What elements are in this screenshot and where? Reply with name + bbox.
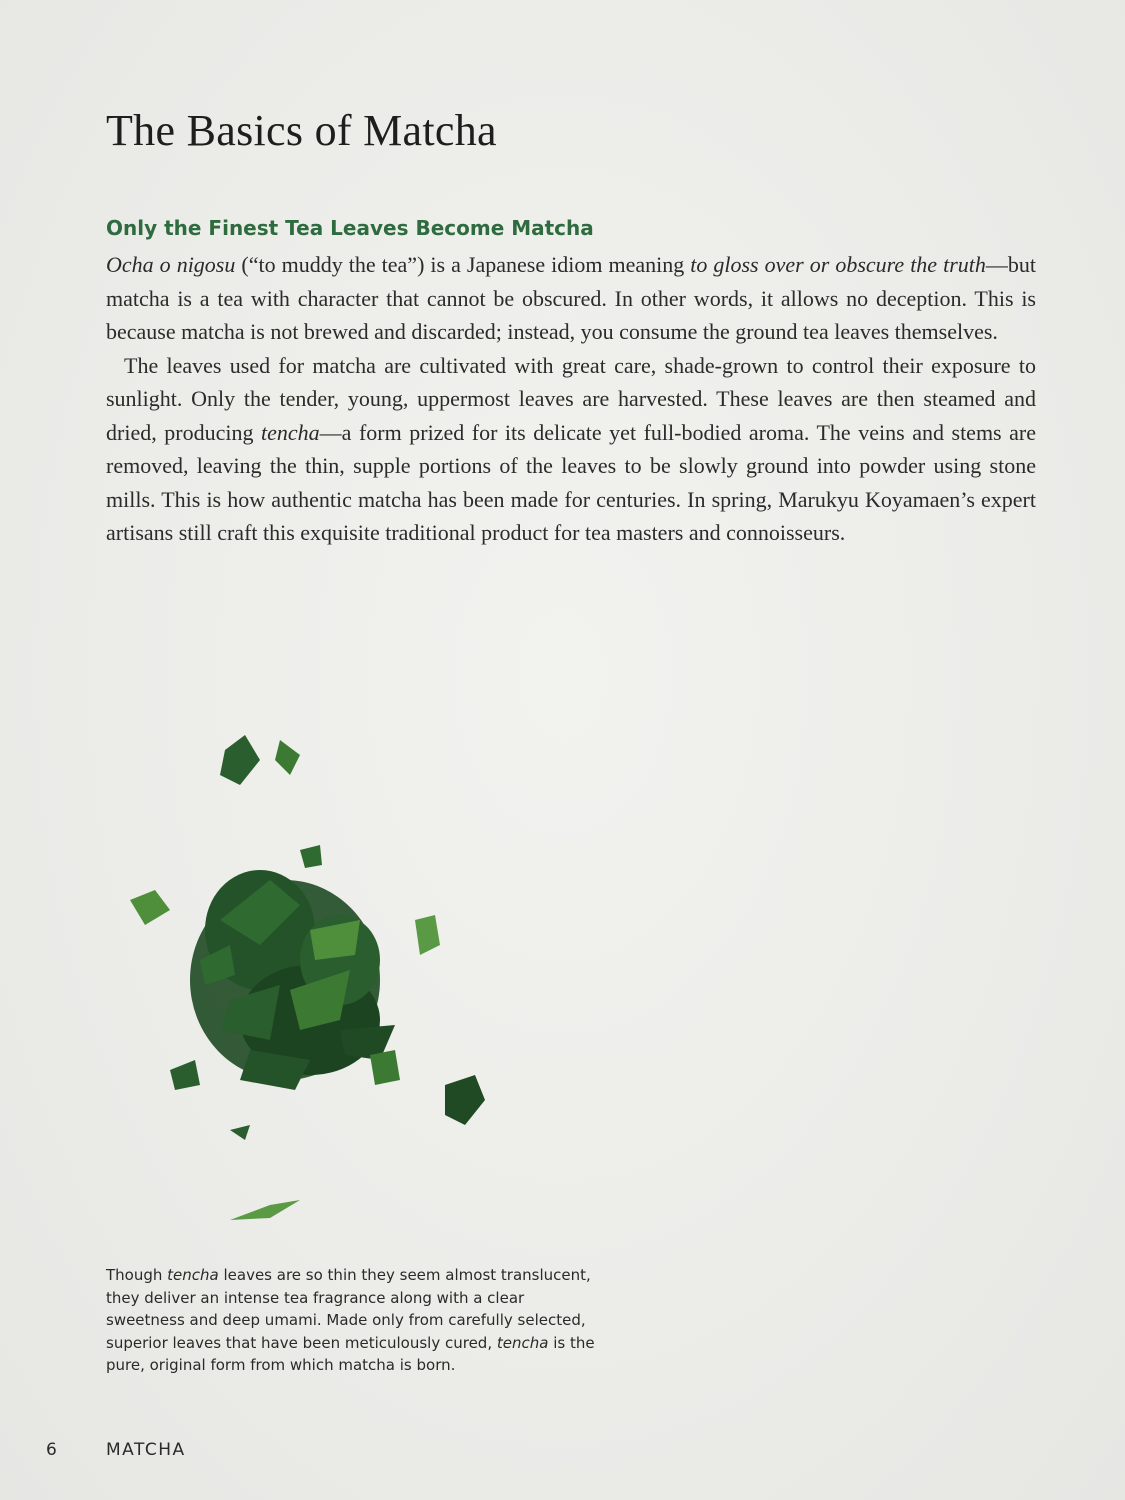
running-title: MATCHA: [106, 1440, 186, 1460]
photo-caption: Though tencha leaves are so thin they seem almost translucent, they deliver an intense tea fragrance along with a clear sweetness and deep umami. Made only from carefully selected, superior leaves that have been meticulously cured, tencha is the pure, original form from which matcha is born.: [106, 1266, 595, 1374]
body-text: [106, 248, 1036, 550]
caption-term: tencha: [167, 1266, 219, 1284]
caption-term: tencha: [496, 1333, 549, 1352]
section-heading: Only the Finest Tea Leaves Become Matcha: [106, 216, 594, 240]
tencha-leaves-photo: [110, 730, 550, 1240]
leaf-pile: [190, 870, 395, 1090]
idiom-text: Ocha o nigosu: [106, 252, 236, 277]
idiom-meaning: to gloss over or obscure the truth: [690, 252, 986, 277]
paragraph-1: Ocha o nigosu (“to muddy the tea”) is a Japanese idiom meaning to gloss over or obscure the truth—but matcha is a tea with character that cannot be obscured. In other words, it allows no deception. This is because matcha is not brewed and discarded; instead, you consume the ground tea leaves themselves.: [106, 252, 1037, 344]
tencha-term: tencha: [260, 419, 320, 445]
paragraph-2: The leaves used for matcha are cultivated with great care, shade-grown to control their exposure to sunlight. Only the tender, young, uppermost leaves are harvested. These leaves are then steamed and dried, producing tencha—a form prized for its delicate yet full-bodied aroma. The veins and stems are removed, leaving the thin, supple portions of the leaves to be slowly ground into powder using stone mills. This is how authentic matcha has been made for centuries. In spring, Marukyu Koyamaen’s expert artisans still craft this exquisite traditional product for tea masters and connoisseurs.: [106, 352, 1037, 545]
page-title: The Basics of Matcha: [106, 106, 497, 155]
page-number: 6: [46, 1440, 57, 1460]
